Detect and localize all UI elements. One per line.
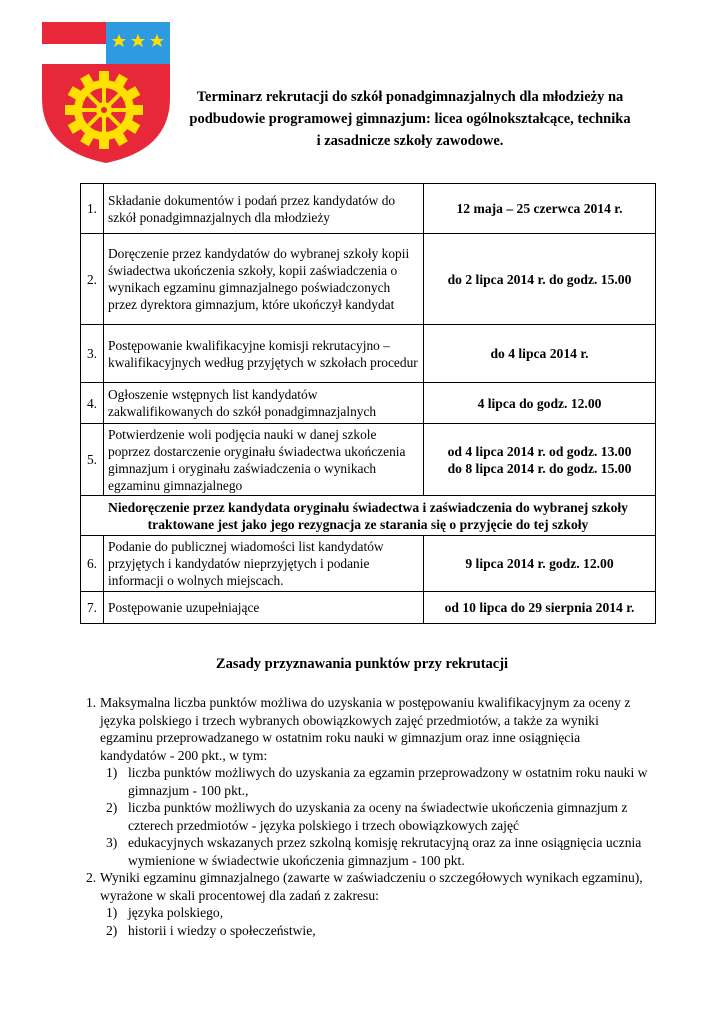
table-row — [81, 383, 656, 424]
coat-of-arms-logo — [40, 20, 172, 165]
table-row — [81, 234, 656, 325]
row-number: 4. — [81, 383, 104, 424]
table-row — [81, 536, 656, 592]
sub-item-text: edukacyjnych wskazanych przez szkolną komisję rekrutacyjną oraz za inne osiągnięcia ucznia wymienione w świadectwie ukończenia gimnazjum - 100 pkt. — [128, 835, 642, 868]
item-text: Maksymalna liczba punktów możliwa do uzyskania w postępowaniu kwalifikacyjnym za oceny z języka polskiego i trzech wybranych obowiązkowych zajęć przedmiotów, a także za wyniki egzaminu przeprowadzanego w ostatnim roku nauki w gimnazjum oraz inne osiągnięcia kandydatów - 200 pkt., w tym: — [100, 695, 631, 763]
item-number: 2. — [86, 870, 97, 885]
row-date-line: od 4 lipca 2014 r. od godz. 13.00 — [447, 443, 632, 459]
document-title — [160, 86, 660, 152]
row-number: 1. — [81, 184, 104, 234]
row-date: od 10 lipca do 29 sierpnia 2014 r. — [424, 592, 656, 624]
table-row — [81, 184, 656, 234]
row-number: 2. — [81, 234, 104, 325]
row-description: Postępowanie kwalifikacyjne komisji rekrutacyjno – kwalifikacyjnych według przyjętych w szkołach procedur — [104, 325, 424, 383]
row-number: 7. — [81, 592, 104, 624]
row-date: do 2 lipca 2014 r. do godz. 15.00 — [424, 234, 656, 325]
section-title: Zasady przyznawania punktów przy rekrutacji — [215, 656, 509, 672]
row-number: 5. — [81, 424, 104, 496]
sub-list-item — [88, 834, 648, 869]
sub-item-text: liczba punktów możliwych do uzyskania za egzamin przeprowadzony w ostatnim roku nauki w gimnazjum - 100 pkt., — [128, 765, 648, 798]
sub-list-item — [88, 764, 648, 799]
sub-item-number: 2) — [106, 800, 118, 815]
sub-item-text: historii i wiedzy o społeczeństwie, — [128, 922, 316, 938]
sub-item-text: języka polskiego, — [128, 905, 224, 920]
row-description: Potwierdzenie woli podjęcia nauki w danej szkole poprzez dostarczenie oryginału świadectwa ukończenia gimnazjum i oryginału zaświadczenia o wynikach egzaminu gimnazjalnego — [104, 424, 424, 496]
list-item — [88, 869, 648, 904]
title-line: i zasadnicze szkoły zawodowe. — [316, 133, 504, 149]
row-description: Składanie dokumentów i podań przez kandydatów do szkół ponadgimnazjalnych dla młodzieży — [104, 184, 424, 234]
item-number: 1. — [86, 695, 97, 710]
row-date — [424, 424, 656, 496]
row-date-line: do 8 lipca 2014 r. do godz. 15.00 — [447, 460, 632, 476]
row-description: Postępowanie uzupełniające — [104, 592, 424, 624]
sub-list-item — [88, 799, 648, 834]
row-date: 4 lipca do godz. 12.00 — [424, 383, 656, 424]
row-description: Ogłoszenie wstępnych list kandydatów zakwalifikowanych do szkół ponadgimnazjalnych — [104, 383, 424, 424]
sub-item-text: liczba punktów możliwych do uzyskania za oceny na świadectwie ukończenia gimnazjum z czterech przedmiotów - języka polskiego i trzech obowiązkowych zajęć — [128, 800, 628, 833]
title-line: Terminarz rekrutacji do szkół ponadgimnazjalnych dla młodzieży na — [196, 89, 624, 105]
sub-item-number: 1) — [106, 905, 118, 920]
row-number: 3. — [81, 325, 104, 383]
table-row — [81, 424, 656, 496]
non-delivery-note: Niedoręczenie przez kandydata oryginału świadectwa i zaświadczenia do wybranej szkoły traktowane jest jako jego rezygnacja ze starania się o przyjęcie do tej szkoły — [81, 496, 656, 536]
table-row — [81, 325, 656, 383]
row-date: 9 lipca 2014 r. godz. 12.00 — [424, 536, 656, 592]
sub-item-number: 1) — [106, 765, 118, 780]
recruitment-schedule-table — [80, 183, 656, 624]
item-text: Wyniki egzaminu gimnazjalnego (zawarte w zaświadczeniu o szczegółowych wynikach egzaminu), wyrażone w skali procentowej dla zadań z zakresu: — [100, 870, 643, 903]
list-item — [88, 694, 648, 764]
row-date: 12 maja – 25 czerwca 2014 r. — [424, 184, 656, 234]
row-number: 6. — [81, 536, 104, 592]
sub-list-item — [88, 904, 648, 922]
sub-item-number: 3) — [106, 835, 118, 850]
row-description: Doręczenie przez kandydatów do wybranej szkoły kopii świadectwa ukończenia szkoły, kopii zaświadczenia o wynikach egzaminu gimnazjalnego poświadczonych przez dyrektora gimnazjum, które ukończył kandydat — [104, 234, 424, 325]
row-description: Podanie do publicznej wiadomości list kandydatów przyjętych i kandydatów nieprzyjętych i podanie informacji o wolnych miejscach. — [104, 536, 424, 592]
rules-list — [88, 694, 648, 939]
table-note-row — [81, 496, 656, 536]
row-date: do 4 lipca 2014 r. — [424, 325, 656, 383]
table-row — [81, 592, 656, 624]
sub-item-number: 2) — [106, 922, 118, 938]
sub-list-item — [88, 922, 648, 940]
title-line: podbudowie programowej gimnazjum: licea ogólnokształcące, technika — [189, 111, 631, 127]
